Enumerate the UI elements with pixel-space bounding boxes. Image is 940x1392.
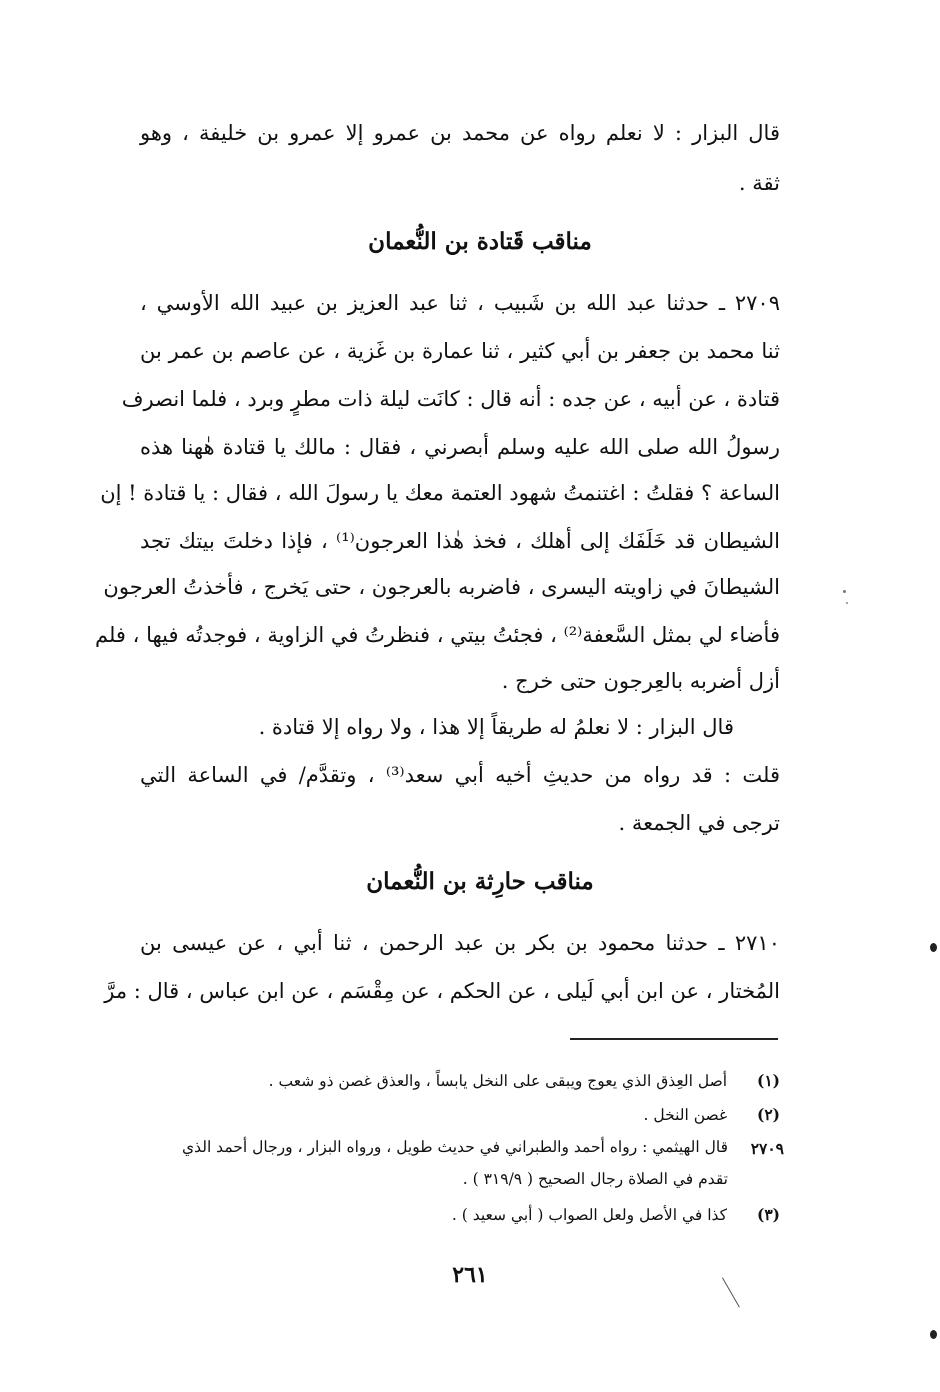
footnote-text: تقدم في الصلاة رجال الصحيح ( ٣١٩/٩ ) . (462, 1170, 728, 1188)
scan-stroke (722, 1278, 740, 1308)
scan-speck (930, 1330, 937, 1339)
hadith-line: أزل أضربه بالعِرجون حتى خرج . (501, 669, 780, 693)
footnote-mark: (١) (756, 1071, 780, 1090)
footnote-mark: (٣) (756, 1205, 780, 1224)
footnote-hadith-number: ٢٧٠٩ (750, 1139, 784, 1158)
hadith-line: فأضاء لي بمثل السَّعفة⁽²⁾ ، فجئتُ بيتي ، فنظرتُ في الزاوية ، فوجدتُه فيها ، فلم (94, 623, 780, 647)
bazzar-comment: قال البزار : لا نعلمُ له طريقاً إلا هذا ، ولا رواه إلا قتادة . (258, 715, 734, 739)
footnote-separator (570, 1038, 778, 1040)
footnote (160, 1204, 780, 1226)
hadith-line: المُختار ، عن ابن أبي لَيلى ، عن الحكم ، عن مِقْسَم ، عن ابن عباس ، قال : مرَّ (104, 979, 780, 1003)
footnote-text: كذا في الأصل ولعل الصواب ( أبي سعيد ) . (451, 1206, 728, 1224)
footnote-text: قال الهيثمي : رواه أحمد والطبراني في حديث طويل ، ورواه البزار ، ورجال أحمد الذي (181, 1138, 728, 1156)
footnote (160, 1104, 780, 1126)
scan-speck (846, 602, 848, 604)
footnote-mark: (٢) (756, 1105, 780, 1124)
hadith-line: الشيطانَ في زاويته اليسرى ، فاضربه بالعرجون ، حتى يَخرج ، فأخذتُ العرجون (103, 575, 780, 599)
scan-speck (930, 943, 937, 952)
qultu-line: قلت : قد رواه من حديثِ أخيه أبي سعد⁽³⁾ ، وتقدَّم/ في الساعة التي (140, 763, 780, 787)
hadith-line: رسولُ الله صلى الله عليه وسلم أبصرني ، فقال : مالك يا قتادة هٰهنا هذه (140, 435, 780, 459)
hadith-line: ٢٧١٠ ـ حدثنا محمود بن بكر بن عبد الرحمن ، ثنا أبي ، عن عيسى بن (140, 931, 780, 955)
footnote (160, 1070, 780, 1092)
footnote (128, 1168, 728, 1190)
hadith-line: الساعة ؟ فقلتُ : اغتنمتُ شهود العتمة معك يا رسولَ الله ، فقال : يا قتادة ! إن (100, 481, 780, 505)
footnote-text: أصل العِذق الذي يعوج ويبقى على النخل يابساً ، والعذق غصن ذو شعب . (268, 1072, 728, 1090)
body-line: قال البزار : لا نعلم رواه عن محمد بن عمرو إلا عمرو بن خليفة ، وهو (140, 121, 780, 145)
section-heading: مناقب قَتادة بن النُّعمان (368, 228, 592, 255)
scan-speck (843, 590, 846, 593)
footnote (128, 1136, 728, 1158)
hadith-line: ثنا محمد بن جعفر بن أبي كثير ، ثنا عمارة بن غَزية ، عن عاصم بن عمر بن (140, 339, 780, 363)
body-line: ثقة . (738, 171, 780, 195)
hadith-line: ٢٧٠٩ ـ حدثنا عبد الله بن شَبيب ، ثنا عبد العزيز بن عبيد الله الأوسي ، (140, 291, 780, 315)
footnote-text: غصن النخل . (643, 1106, 728, 1124)
qultu-line: ترجى في الجمعة . (618, 811, 780, 835)
hadith-line: قتادة ، عن أبيه ، عن جده : أنه قال : كانَت ليلة ذات مطرٍ وبرد ، فلما انصرف (121, 387, 780, 411)
hadith-line: الشيطان قد خَلَفَك إلى أهلك ، فخذ هٰذا العرجون⁽¹⁾ ، فإذا دخلتَ بيتك تجد (140, 529, 780, 553)
section-heading: مناقب حارِثة بن النُّعمان (366, 868, 594, 895)
page-number: ٢٦١ (452, 1262, 488, 1288)
